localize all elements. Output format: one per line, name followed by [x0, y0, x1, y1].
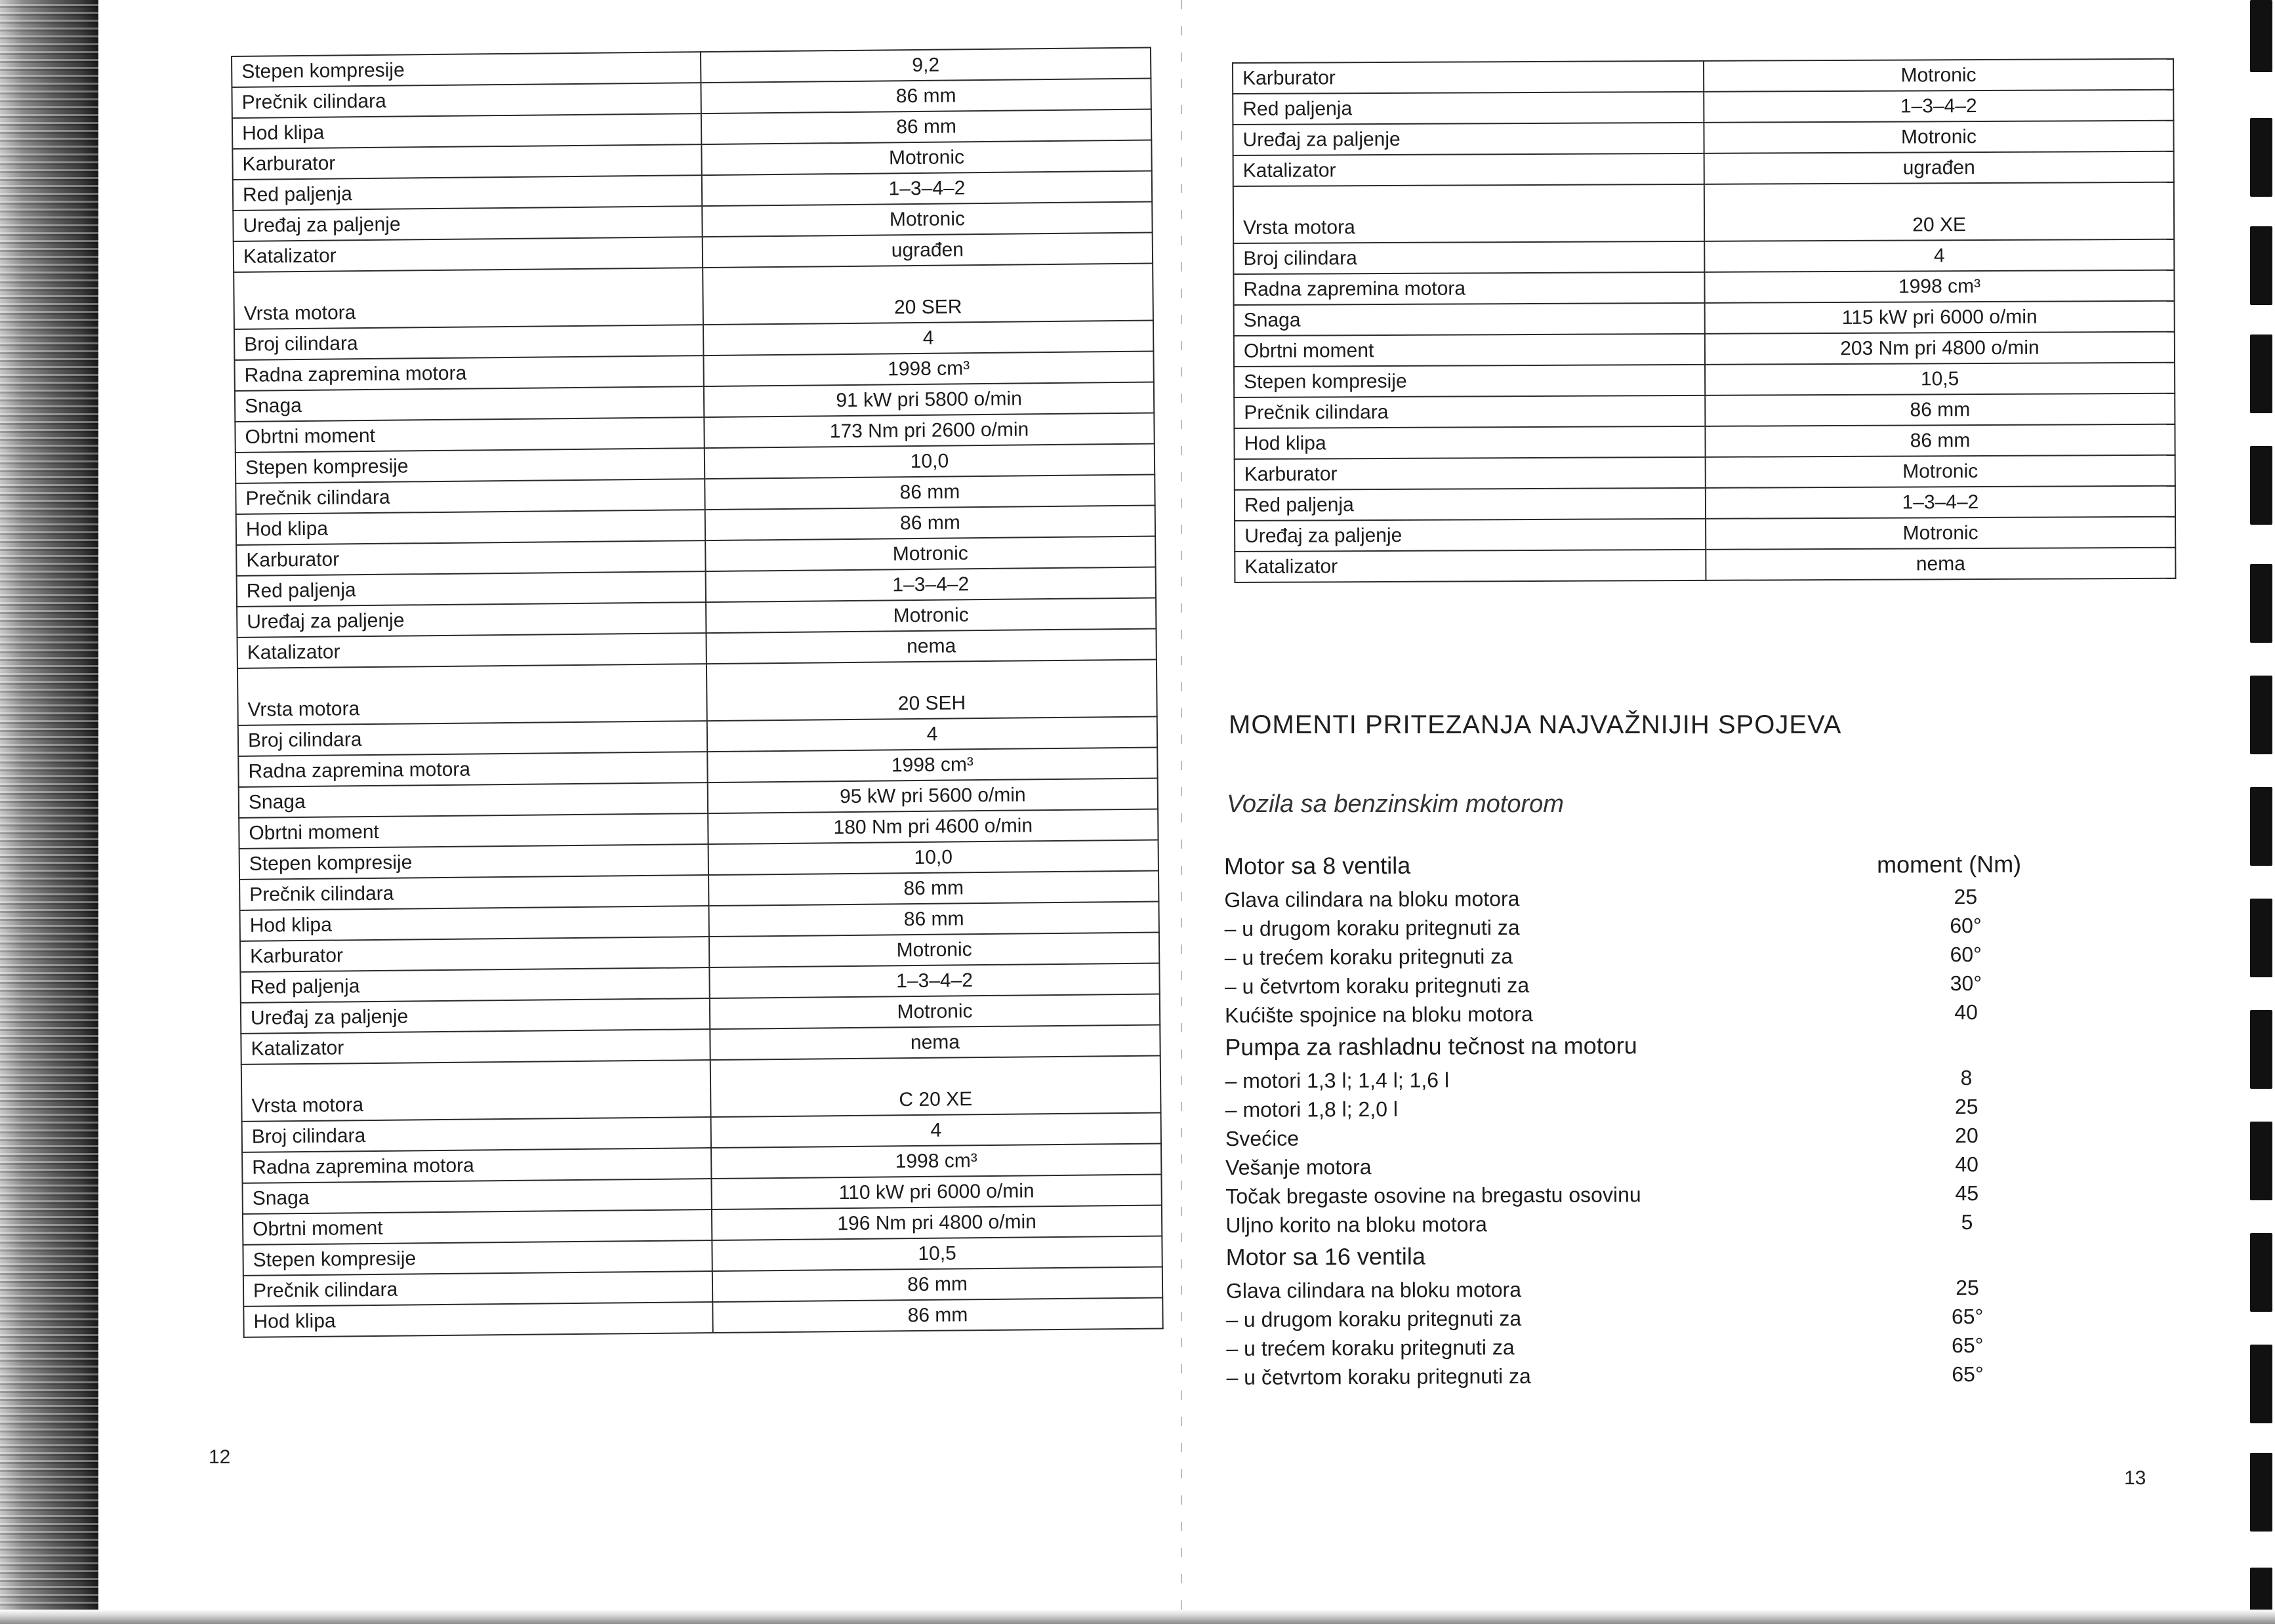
spiral-binding	[2236, 0, 2275, 1624]
spec-value: 20 SER	[703, 291, 1153, 325]
spec-value: Motronic	[1704, 121, 2173, 153]
torque-row	[1225, 1120, 2045, 1152]
spec-value: 4	[707, 716, 1157, 752]
torque-label: Svećice	[1225, 1126, 1300, 1150]
spec-value: 9,2	[701, 48, 1151, 83]
spec-value: 86 mm	[708, 870, 1158, 906]
torque-value: 45	[1955, 1181, 1979, 1206]
binding-mark	[2250, 1345, 2272, 1423]
spec-row	[1234, 332, 2175, 367]
torque-row	[1226, 1330, 2046, 1362]
spec-value: 10,5	[712, 1236, 1162, 1271]
spec-value: ugrađen	[703, 233, 1153, 268]
spacer-row	[1233, 182, 2174, 213]
spec-value: Motronic	[1706, 517, 2175, 550]
spec-value: 86 mm	[1705, 424, 2175, 457]
spec-row	[1235, 486, 2175, 521]
spec-value: Motronic	[710, 994, 1160, 1029]
spec-value: Motronic	[705, 537, 1155, 572]
torque-label: – u drugom koraku pritegnuti za	[1224, 916, 1520, 941]
torque-label: – motori 1,8 l; 2,0 l	[1225, 1097, 1399, 1122]
spec-label: Obrtni moment	[243, 1209, 712, 1245]
spec-value: 10,0	[708, 840, 1158, 875]
spec-label: Snaga	[239, 782, 708, 818]
spec-label: Radna zapremina motora	[1233, 272, 1704, 305]
scan-shadow-left	[0, 0, 98, 1624]
torque-label: – u trećem koraku pritegnuti za	[1224, 944, 1513, 969]
spec-label: Uređaj za paljenje	[241, 998, 710, 1034]
spec-row	[1233, 59, 2173, 94]
spec-value: 1–3–4–2	[706, 567, 1156, 603]
spec-value: 110 kW pri 6000 o/min	[711, 1174, 1161, 1209]
scan-shadow-bottom	[0, 1610, 2275, 1624]
binding-mark	[2250, 118, 2272, 197]
torque-row	[1225, 1148, 2045, 1181]
spec-label: Prečnik cilindara	[236, 479, 705, 514]
torque-value: 25	[1954, 1094, 1978, 1119]
spec-label: Snaga	[235, 386, 704, 422]
spec-label: Broj cilindara	[238, 721, 707, 756]
torque-label: Vešanje motora	[1225, 1155, 1372, 1179]
torque-label: Kućište spojnice na bloku motora	[1225, 1002, 1533, 1027]
spec-value: 196 Nm pri 4800 o/min	[712, 1205, 1162, 1240]
section-title: MOMENTI PRITEZANJA NAJVAŽNIJIH SPOJEVA	[1229, 710, 1842, 739]
spec-value: nema	[706, 629, 1156, 664]
spec-label: Snaga	[1234, 303, 1705, 336]
spec-value: 1998 cm³	[1704, 270, 2174, 303]
torque-value: 65°	[1952, 1333, 1984, 1358]
torque-row	[1225, 967, 2045, 1000]
spec-label: Vrsta motora	[1233, 211, 1704, 243]
spec-row	[1233, 270, 2174, 305]
spec-row	[1233, 121, 2173, 155]
spec-label: Vrsta motora	[237, 691, 707, 725]
spec-value: 86 mm	[701, 79, 1151, 114]
spec-label: Red paljenja	[233, 175, 702, 211]
spec-row	[1233, 90, 2173, 125]
engine-spec-table-left	[231, 47, 1164, 1338]
page-number-right: 13	[2124, 1467, 2146, 1489]
torque-value: 8	[1960, 1066, 1973, 1090]
torque-value: 65°	[1952, 1362, 1984, 1387]
torque-label: – u trećem koraku pritegnuti za	[1226, 1335, 1515, 1360]
spec-value: 95 kW pri 5600 o/min	[708, 778, 1158, 813]
spec-label: Hod klipa	[240, 906, 709, 941]
spec-label: Prečnik cilindara	[1234, 396, 1705, 428]
torque-value: 60°	[1950, 942, 1982, 967]
binding-mark	[2250, 1010, 2272, 1089]
spec-label: Snaga	[243, 1179, 712, 1214]
spec-label: Prečnik cilindara	[239, 875, 708, 910]
spec-label: Broj cilindara	[1233, 241, 1704, 274]
spec-label: Karburator	[1235, 457, 1706, 490]
torque-row	[1225, 1177, 2045, 1209]
spec-value: 4	[1704, 239, 2174, 272]
spec-label: Uređaj za paljenje	[1235, 519, 1706, 552]
spec-label: Uređaj za paljenje	[237, 602, 706, 638]
spec-value: 115 kW pri 6000 o/min	[1705, 301, 2175, 334]
torque-group-heading	[1226, 1235, 2046, 1275]
spec-value: 1–3–4–2	[1706, 486, 2175, 519]
spec-label: Red paljenja	[1235, 488, 1706, 521]
spec-label: Stepen kompresije	[232, 52, 701, 87]
spec-label: Radna zapremina motora	[242, 1148, 711, 1183]
spec-value: 20 SEH	[707, 686, 1157, 721]
spec-value: 86 mm	[1705, 394, 2175, 426]
engine-spec-table-right	[1232, 58, 2176, 583]
spec-value: 173 Nm pri 2600 o/min	[704, 413, 1154, 449]
torque-row	[1225, 1206, 2045, 1238]
torque-row	[1225, 1062, 2045, 1094]
spec-value: 1998 cm³	[711, 1143, 1161, 1179]
spec-value: 86 mm	[708, 901, 1158, 937]
binding-mark	[2250, 335, 2272, 413]
spec-value: Motronic	[1706, 455, 2175, 488]
spec-value: 1–3–4–2	[702, 171, 1152, 207]
spec-value: Motronic	[709, 932, 1159, 967]
spec-label: Red paljenja	[1233, 92, 1704, 125]
spec-label: Karburator	[236, 540, 705, 576]
torque-label: Motor sa 16 ventila	[1225, 1242, 1425, 1270]
binding-mark	[2250, 787, 2272, 866]
spec-value: C 20 XE	[710, 1082, 1160, 1117]
spec-value: 86 mm	[705, 475, 1155, 510]
spec-value: Motronic	[706, 598, 1156, 634]
binding-mark	[2250, 446, 2272, 525]
spec-label: Katalizator	[237, 633, 707, 668]
spec-row	[1234, 394, 2175, 428]
spec-label: Uređaj za paljenje	[233, 206, 702, 241]
spec-row	[1234, 363, 2175, 397]
spec-label: Radna zapremina motora	[238, 752, 707, 787]
spec-row	[1233, 239, 2174, 274]
spec-label: Stepen kompresije	[243, 1240, 712, 1276]
spec-value: 86 mm	[705, 506, 1155, 541]
spec-value: Motronic	[1704, 59, 2173, 92]
spec-value: 1998 cm³	[703, 352, 1153, 387]
spec-label: Broj cilindara	[234, 325, 703, 360]
torque-row	[1224, 881, 2044, 913]
spec-row	[1235, 455, 2175, 490]
spec-value: 1–3–4–2	[1704, 90, 2173, 123]
spec-value: 180 Nm pri 4600 o/min	[708, 809, 1158, 844]
spec-value: 10,5	[1705, 363, 2175, 396]
section-subtitle: Vozila sa benzinskim motorom	[1227, 790, 1564, 818]
spec-value: nema	[710, 1025, 1160, 1060]
spec-label: Red paljenja	[237, 571, 706, 607]
spec-label: Obrtni moment	[239, 813, 708, 849]
spec-value: 20 XE	[1704, 209, 2174, 241]
torque-row	[1226, 1272, 2046, 1304]
spec-row	[1234, 424, 2175, 459]
spec-label: Hod klipa	[236, 510, 705, 545]
spec-label: Stepen kompresije	[1234, 365, 1705, 397]
spec-row	[1233, 152, 2174, 186]
spec-label: Stepen kompresije	[239, 844, 708, 880]
spec-row	[1235, 517, 2175, 552]
torque-value: 5	[1961, 1210, 1973, 1234]
torque-label: Uljno korito na bloku motora	[1225, 1212, 1488, 1237]
binding-mark	[2250, 564, 2272, 643]
spec-label: Radna zapremina motora	[234, 355, 703, 391]
torque-value: 40	[1954, 1000, 1978, 1025]
torque-value	[1848, 1031, 2051, 1032]
spec-value: 86 mm	[712, 1297, 1162, 1333]
torque-label: Pumpa za rashladnu tečnost na motoru	[1225, 1032, 1637, 1061]
torque-row	[1226, 1301, 2046, 1333]
spec-value: 91 kW pri 5800 o/min	[704, 382, 1154, 418]
torque-row	[1225, 1091, 2045, 1123]
torque-value	[1849, 1241, 2053, 1242]
spec-label: Uređaj za paljenje	[1233, 123, 1704, 155]
torque-label: Točak bregaste osovine na bregastu osovinu	[1225, 1183, 1641, 1208]
torque-label: Glava cilindara na bloku motora	[1224, 887, 1520, 912]
spec-row	[1233, 209, 2174, 243]
spec-label: Karburator	[232, 144, 701, 180]
spec-label: Katalizator	[1233, 153, 1704, 186]
spec-label: Broj cilindara	[242, 1117, 711, 1152]
torque-label: – motori 1,3 l; 1,4 l; 1,6 l	[1225, 1068, 1450, 1093]
spec-value: 86 mm	[701, 110, 1151, 145]
torque-list	[1224, 844, 2047, 1391]
spec-label: Prečnik cilindara	[232, 83, 701, 118]
spec-value: 4	[711, 1112, 1161, 1148]
torque-value: moment (Nm)	[1877, 850, 2022, 878]
binding-mark	[2250, 226, 2272, 305]
spec-value: 86 mm	[712, 1267, 1162, 1302]
torque-value: 60°	[1950, 913, 1982, 938]
spec-label: Hod klipa	[243, 1302, 712, 1337]
spec-label: Vrsta motora	[234, 294, 703, 329]
torque-value: 40	[1955, 1152, 1978, 1177]
spec-value: Motronic	[701, 140, 1151, 176]
binding-mark	[2250, 676, 2272, 754]
torque-label: – u četvrtom koraku pritegnuti za	[1226, 1364, 1531, 1389]
spec-label: Katalizator	[241, 1029, 710, 1065]
spec-value: nema	[1706, 548, 2175, 580]
spec-label: Prečnik cilindara	[243, 1271, 712, 1307]
torque-group-heading	[1224, 844, 2044, 884]
torque-label: – u četvrtom koraku pritegnuti za	[1224, 973, 1530, 998]
torque-label: – u drugom koraku pritegnuti za	[1226, 1307, 1522, 1331]
binding-mark	[2250, 1233, 2272, 1312]
torque-row	[1225, 996, 2045, 1028]
binding-mark	[2250, 1122, 2272, 1200]
spec-value: Motronic	[702, 202, 1152, 237]
torque-value: 25	[1956, 1275, 1979, 1300]
spec-row	[1235, 548, 2175, 582]
binding-mark	[2250, 0, 2272, 72]
spec-value: 10,0	[705, 444, 1155, 479]
spec-label: Hod klipa	[1234, 426, 1705, 459]
spec-value: 1–3–4–2	[709, 963, 1159, 998]
spec-label: Obrtni moment	[235, 417, 704, 453]
torque-label: Glava cilindara na bloku motora	[1225, 1278, 1522, 1303]
binding-mark	[2250, 1453, 2272, 1532]
torque-value: 20	[1955, 1123, 1978, 1148]
torque-row	[1224, 910, 2044, 942]
torque-group-heading	[1225, 1025, 2045, 1065]
spec-label: Karburator	[1233, 61, 1704, 94]
spec-label: Obrtni moment	[1234, 334, 1705, 367]
torque-value: 25	[1954, 884, 1978, 909]
spec-label: Stepen kompresije	[236, 448, 705, 483]
spec-value: 203 Nm pri 4800 o/min	[1705, 332, 2175, 365]
spec-value: 4	[703, 321, 1153, 356]
binding-mark	[2250, 899, 2272, 977]
spec-value: 1998 cm³	[707, 747, 1157, 782]
spec-label: Karburator	[240, 937, 709, 972]
spec-value: ugrađen	[1704, 152, 2174, 184]
spec-label: Red paljenja	[240, 967, 709, 1003]
spec-label: Vrsta motora	[241, 1087, 710, 1122]
book-gutter	[1181, 0, 1182, 1624]
torque-row	[1225, 939, 2045, 971]
page-number-left: 12	[209, 1446, 231, 1468]
torque-value: 65°	[1951, 1304, 1984, 1329]
spec-label: Hod klipa	[232, 113, 701, 149]
spec-row	[1234, 301, 2175, 336]
spec-label: Katalizator	[234, 237, 703, 272]
torque-row	[1226, 1358, 2046, 1391]
spec-label: Katalizator	[1235, 550, 1706, 582]
torque-value: 30°	[1950, 971, 1982, 996]
torque-label: Motor sa 8 ventila	[1224, 851, 1411, 880]
